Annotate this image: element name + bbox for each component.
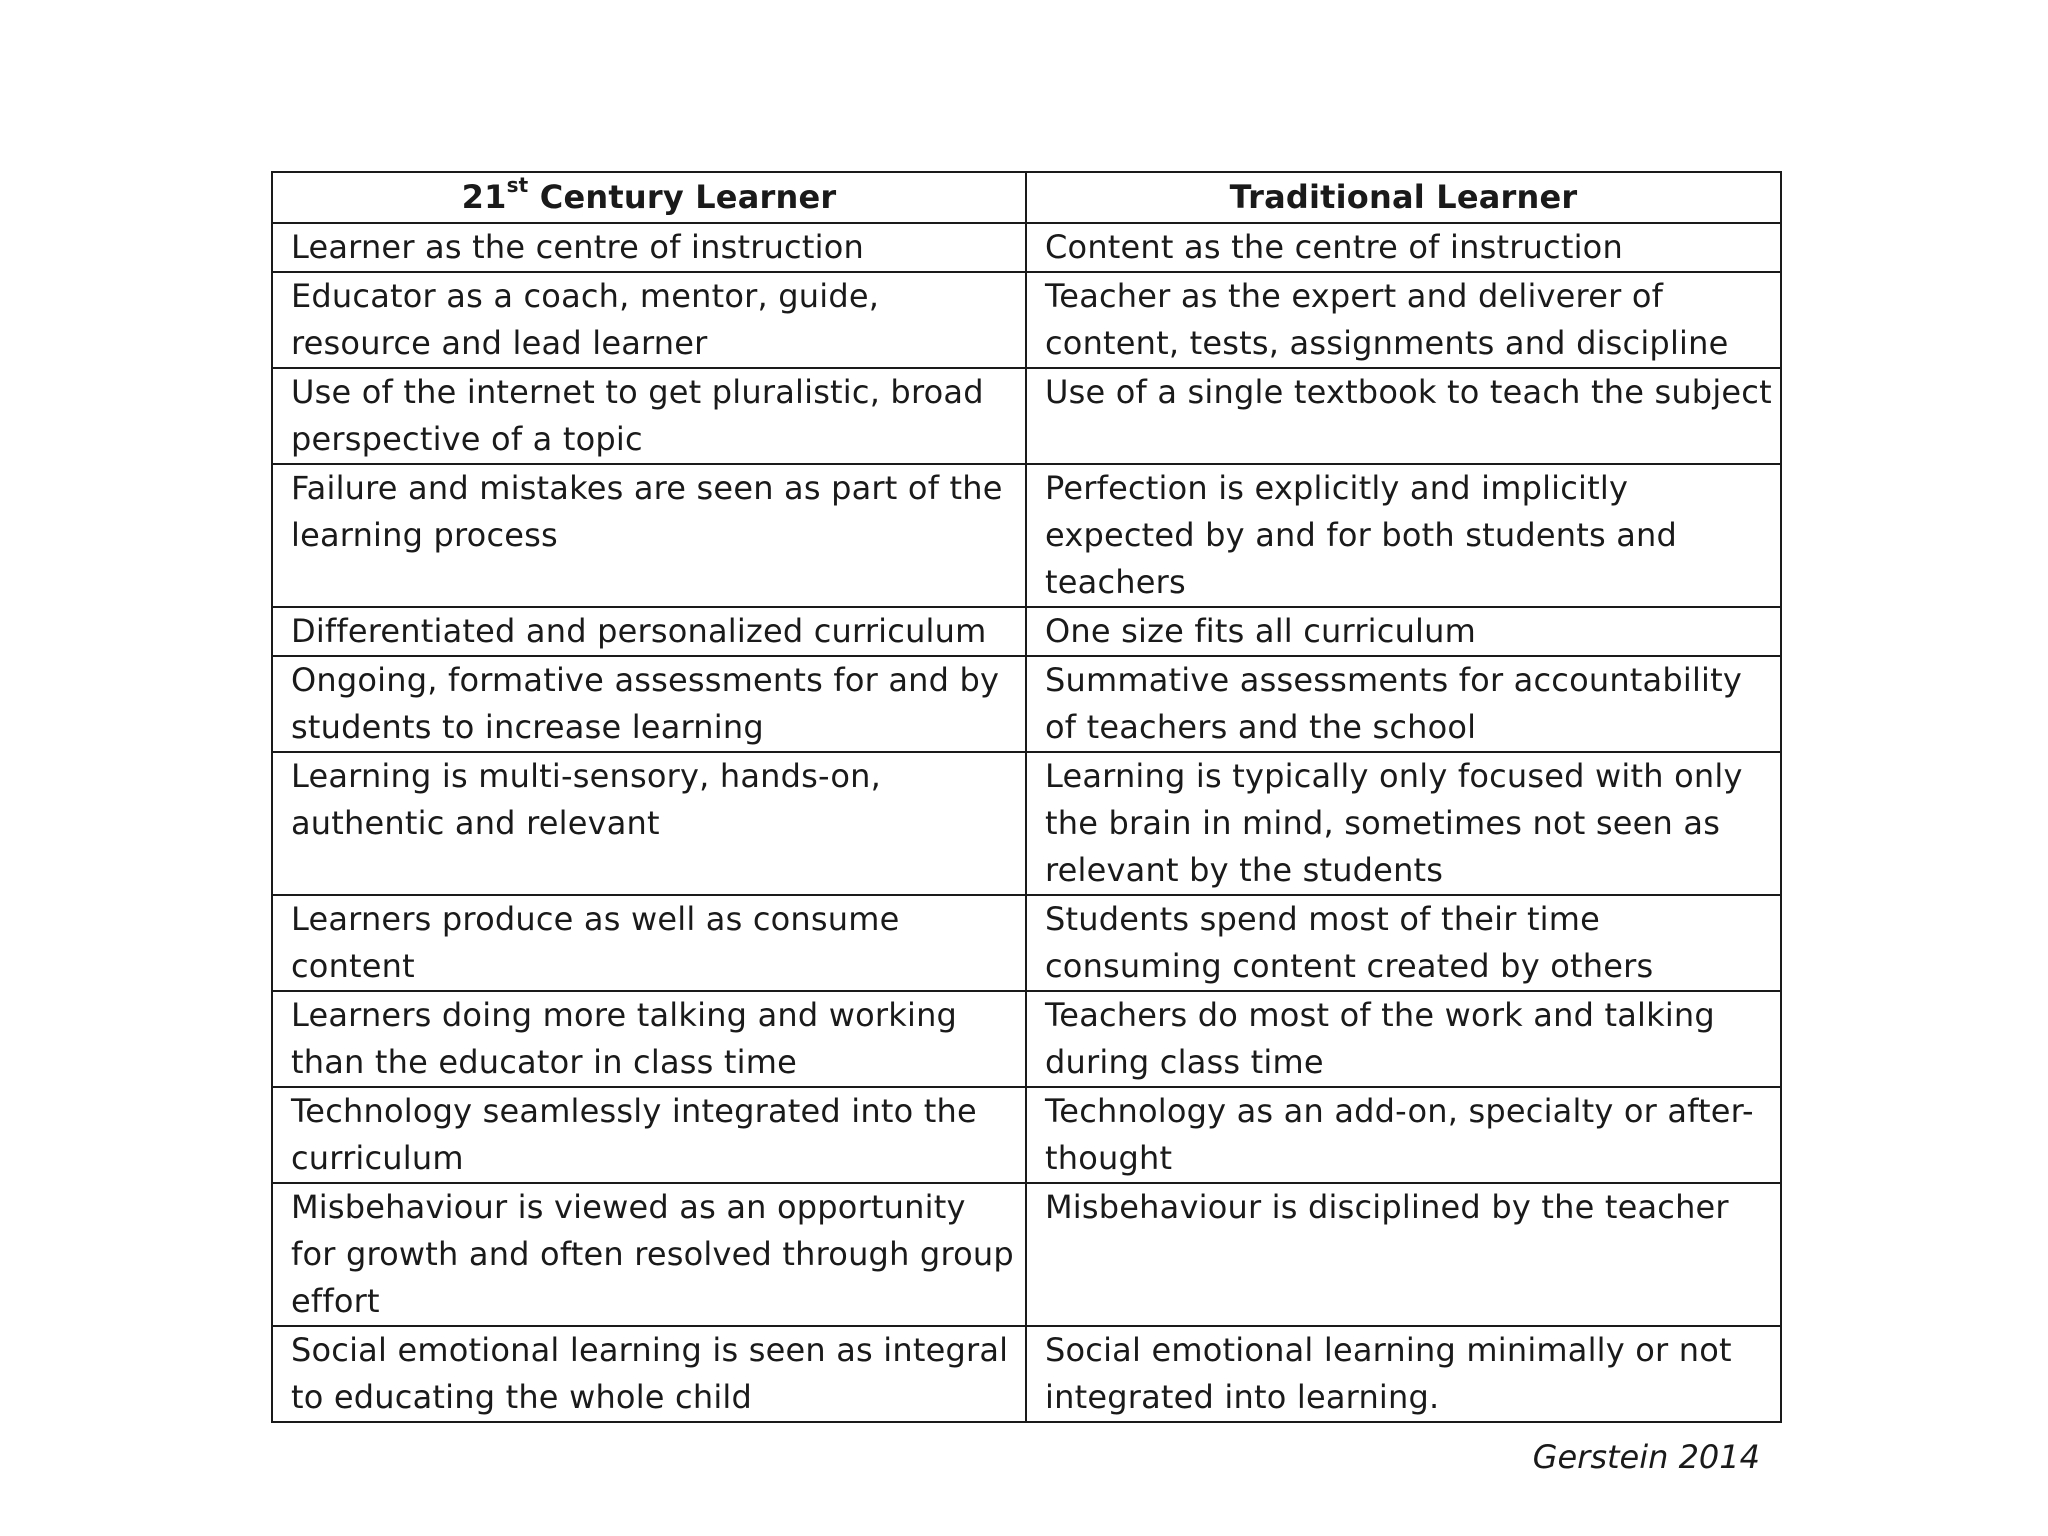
table-row bbox=[272, 656, 1781, 752]
cell-21st-century: Misbehaviour is viewed as an opportunity for growth and often resolved through group effort bbox=[272, 1183, 1026, 1326]
source-credit: Gerstein 2014 bbox=[1532, 1438, 1760, 1476]
column-header-traditional-learner: Traditional Learner bbox=[1026, 172, 1781, 223]
cell-traditional: Learning is typically only focused with only the brain in mind, sometimes not seen as relevant by the students bbox=[1026, 752, 1781, 895]
table-row bbox=[272, 895, 1781, 991]
cell-traditional: Teacher as the expert and deliverer of content, tests, assignments and discipline bbox=[1026, 272, 1781, 368]
cell-traditional: Summative assessments for accountability of teachers and the school bbox=[1026, 656, 1781, 752]
column-header-21st-century-learner bbox=[272, 172, 1026, 223]
cell-21st-century: Educator as a coach, mentor, guide, resource and lead learner bbox=[272, 272, 1026, 368]
table-row bbox=[272, 368, 1781, 464]
cell-traditional: Perfection is explicitly and implicitly expected by and for both students and teachers bbox=[1026, 464, 1781, 607]
cell-traditional: One size fits all curriculum bbox=[1026, 607, 1781, 656]
cell-traditional: Teachers do most of the work and talking during class time bbox=[1026, 991, 1781, 1087]
table-row bbox=[272, 1183, 1781, 1326]
table-row bbox=[272, 223, 1781, 272]
cell-21st-century: Learners produce as well as consume content bbox=[272, 895, 1026, 991]
cell-21st-century: Failure and mistakes are seen as part of the learning process bbox=[272, 464, 1026, 607]
cell-21st-century: Differentiated and personalized curriculum bbox=[272, 607, 1026, 656]
cell-traditional: Technology as an add-on, specialty or after-thought bbox=[1026, 1087, 1781, 1183]
comparison-table bbox=[271, 171, 1782, 1423]
column-header-number: 21 bbox=[461, 178, 507, 216]
cell-traditional: Students spend most of their time consuming content created by others bbox=[1026, 895, 1781, 991]
table-row bbox=[272, 607, 1781, 656]
table-row bbox=[272, 1087, 1781, 1183]
table-row bbox=[272, 464, 1781, 607]
table-row bbox=[272, 991, 1781, 1087]
cell-traditional: Social emotional learning minimally or not integrated into learning. bbox=[1026, 1326, 1781, 1422]
column-header-label: Century Learner bbox=[528, 178, 837, 216]
table-row bbox=[272, 272, 1781, 368]
table-row bbox=[272, 1326, 1781, 1422]
cell-21st-century: Learner as the centre of instruction bbox=[272, 223, 1026, 272]
column-header-ordinal-suffix: st bbox=[506, 173, 529, 198]
cell-21st-century: Learning is multi-sensory, hands-on, authentic and relevant bbox=[272, 752, 1026, 895]
cell-21st-century: Use of the internet to get pluralistic, broad perspective of a topic bbox=[272, 368, 1026, 464]
cell-21st-century: Technology seamlessly integrated into the curriculum bbox=[272, 1087, 1026, 1183]
table-header-row bbox=[272, 172, 1781, 223]
cell-21st-century: Learners doing more talking and working than the educator in class time bbox=[272, 991, 1026, 1087]
cell-traditional: Misbehaviour is disciplined by the teacher bbox=[1026, 1183, 1781, 1326]
comparison-table-container bbox=[271, 171, 1780, 1423]
cell-traditional: Use of a single textbook to teach the subject bbox=[1026, 368, 1781, 464]
cell-21st-century: Ongoing, formative assessments for and by students to increase learning bbox=[272, 656, 1026, 752]
cell-21st-century: Social emotional learning is seen as integral to educating the whole child bbox=[272, 1326, 1026, 1422]
table-row bbox=[272, 752, 1781, 895]
cell-traditional: Content as the centre of instruction bbox=[1026, 223, 1781, 272]
